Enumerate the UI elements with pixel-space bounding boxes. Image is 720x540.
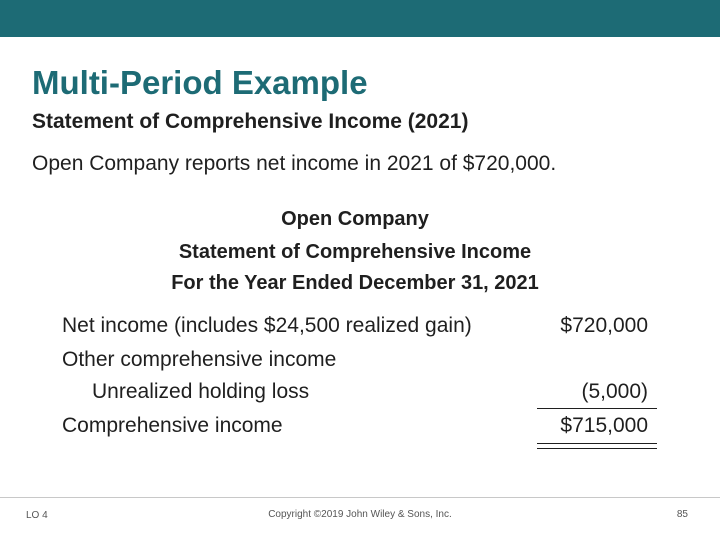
statement-name: Statement of Comprehensive Income <box>178 241 532 263</box>
top-banner <box>0 0 720 37</box>
subtotal-rule <box>537 408 657 409</box>
total-double-rule-top <box>537 443 657 444</box>
row-oci-label: Other comprehensive income <box>62 348 337 371</box>
footer-copyright: Copyright ©2019 John Wiley & Sons, Inc. <box>268 509 452 520</box>
row-unrealized-loss-label: Unrealized holding loss <box>92 380 310 403</box>
statement-company: Open Company <box>281 208 429 230</box>
row-comprehensive-income-amount: $715,000 <box>560 414 648 437</box>
footer-learning-objective: LO 4 <box>26 510 48 521</box>
row-unrealized-loss-amount: (5,000) <box>581 380 648 403</box>
row-net-income-label: Net income (includes $24,500 realized gain) <box>62 314 472 337</box>
slide-subtitle: Statement of Comprehensive Income (2021) <box>32 110 469 133</box>
intro-text: Open Company reports net income in 2021 of $720,000. <box>32 152 557 175</box>
slide-title: Multi-Period Example <box>32 64 368 101</box>
total-double-rule-bottom <box>537 448 657 449</box>
footer-page-number: 85 <box>676 509 688 520</box>
footer-divider <box>0 497 720 498</box>
row-net-income-amount: $720,000 <box>560 314 648 337</box>
statement-period: For the Year Ended December 31, 2021 <box>171 272 539 294</box>
row-comprehensive-income-label: Comprehensive income <box>62 414 283 437</box>
